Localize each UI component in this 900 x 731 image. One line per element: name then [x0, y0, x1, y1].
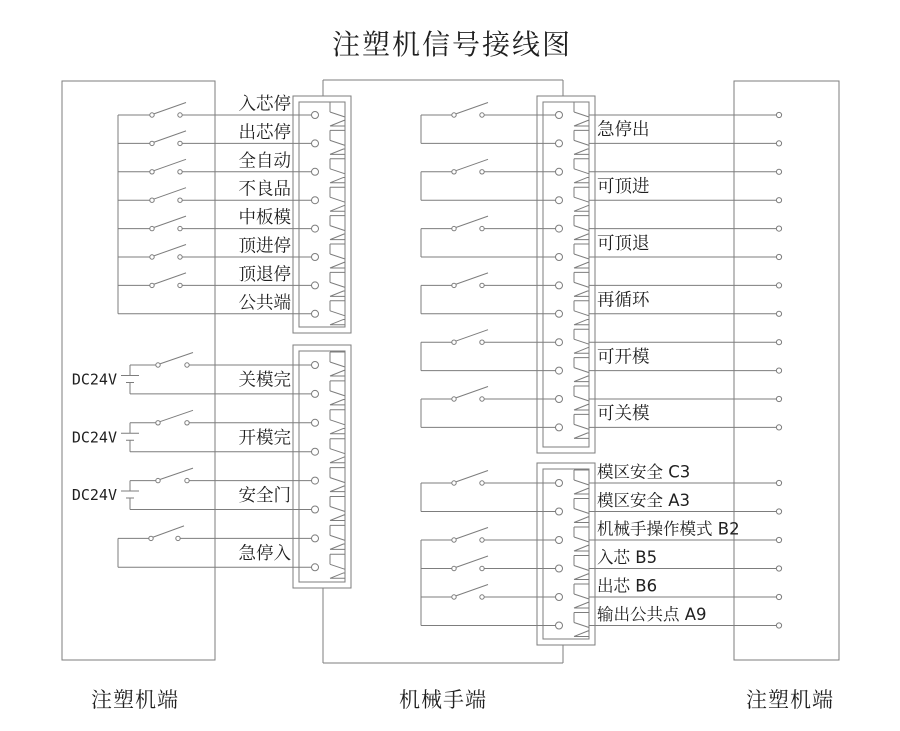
terminal-circle — [556, 310, 563, 317]
terminal-circle — [312, 140, 319, 147]
contact-circle — [776, 537, 781, 542]
wiring-geometry — [118, 80, 782, 663]
contact-circle — [776, 311, 781, 316]
contact-circle — [776, 425, 781, 430]
terminal-circle — [556, 168, 563, 175]
contact-circle — [480, 226, 484, 230]
contact-circle — [178, 198, 182, 202]
contact-circle — [178, 113, 182, 117]
contact-circle — [178, 283, 182, 287]
terminal-circle — [556, 424, 563, 431]
terminal-circle — [556, 282, 563, 289]
contact-circle — [480, 113, 484, 117]
contact-circle — [776, 198, 781, 203]
terminal-circle — [312, 362, 319, 369]
robot-output-label-2: 可顶退 — [597, 233, 650, 254]
robot-output-label-5: 可关模 — [597, 404, 650, 425]
page-title: 注塑机信号接线图 — [331, 28, 573, 61]
terminal-circle — [556, 396, 563, 403]
terminal-circle — [312, 564, 319, 571]
contact-circle — [452, 397, 456, 401]
latched-label-0: 关模完 — [238, 370, 291, 391]
contact-circle — [150, 170, 154, 174]
robot-io-label-1: 模区安全 A3 — [597, 491, 691, 510]
terminal-circle — [556, 508, 563, 515]
terminal-circle — [312, 112, 319, 119]
contact-circle — [776, 623, 781, 628]
contact-circle — [776, 141, 781, 146]
contact-circle — [776, 368, 781, 373]
contact-circle — [776, 480, 781, 485]
contact-circle — [776, 169, 781, 174]
terminal-circle — [556, 140, 563, 147]
terminal-circle — [556, 225, 563, 232]
contact-circle — [480, 538, 484, 542]
left-signal-label-3: 不良品 — [238, 179, 291, 200]
dc24v-label-2: DC24V — [71, 486, 117, 505]
contact-circle — [480, 283, 484, 287]
contact-circle — [480, 566, 484, 570]
contact-circle — [156, 421, 160, 425]
terminal-circle — [312, 390, 319, 397]
contact-circle — [150, 255, 154, 259]
contact-circle — [150, 283, 154, 287]
terminal-circle — [312, 197, 319, 204]
left-signal-label-7: 公共端 — [238, 293, 291, 314]
left-signal-label-2: 全自动 — [238, 151, 291, 172]
terminal-circle — [312, 419, 319, 426]
robot-output-label-4: 可开模 — [597, 347, 650, 368]
latched-label-1: 开模完 — [238, 428, 291, 449]
left-signal-label-1: 出芯停 — [238, 122, 291, 143]
robot-io-label-3: 入芯 B5 — [597, 548, 658, 567]
dc24v-label-1: DC24V — [71, 428, 117, 447]
contact-circle — [452, 113, 456, 117]
terminal-circle — [312, 477, 319, 484]
contact-circle — [452, 538, 456, 542]
latched-label-2: 安全门 — [238, 486, 291, 507]
robot-io-label-4: 出芯 B6 — [597, 576, 658, 596]
contact-circle — [178, 141, 182, 145]
terminal-circle — [312, 168, 319, 175]
contact-circle — [776, 112, 781, 117]
contact-circle — [452, 340, 456, 344]
robot-io-label-2: 机械手操作模式 B2 — [597, 519, 740, 539]
contact-circle — [150, 226, 154, 230]
left-signal-label-4: 中板模 — [238, 208, 291, 229]
contact-circle — [776, 226, 781, 231]
terminal-circle — [556, 565, 563, 572]
terminal-circle — [312, 535, 319, 542]
footer-robot-label: 机械手端 — [399, 688, 487, 712]
contact-circle — [776, 594, 781, 599]
terminal-circle — [312, 282, 319, 289]
terminal-circle — [312, 225, 319, 232]
robot-output-label-3: 再循环 — [597, 290, 650, 311]
terminal-circle — [556, 339, 563, 346]
contact-circle — [150, 113, 154, 117]
left-signal-label-6: 顶退停 — [238, 264, 291, 285]
contact-circle — [452, 226, 456, 230]
contact-circle — [776, 254, 781, 259]
contact-circle — [149, 536, 153, 540]
robot-io-label-5: 输出公共点 A9 — [597, 605, 707, 624]
terminal-circle — [556, 622, 563, 629]
contact-circle — [156, 363, 160, 367]
contact-circle — [185, 421, 189, 425]
contact-circle — [480, 481, 484, 485]
terminal-circle — [312, 506, 319, 513]
terminal-circle — [556, 367, 563, 374]
contact-circle — [776, 566, 781, 571]
terminal-circle — [556, 594, 563, 601]
terminal-circle — [556, 112, 563, 119]
contact-circle — [178, 170, 182, 174]
terminal-circle — [312, 254, 319, 261]
contact-circle — [452, 595, 456, 599]
left-signal-label-0: 入芯停 — [238, 94, 291, 115]
contact-circle — [176, 536, 180, 540]
contact-circle — [185, 478, 189, 482]
contact-circle — [178, 255, 182, 259]
contact-circle — [452, 283, 456, 287]
contact-circle — [776, 509, 781, 514]
contact-circle — [452, 170, 456, 174]
terminal-circle — [556, 197, 563, 204]
robot-io-label-0: 模区安全 C3 — [597, 462, 691, 482]
latched-label-3: 急停入 — [238, 543, 291, 564]
contact-circle — [452, 566, 456, 570]
terminal-circle — [556, 254, 563, 261]
contact-circle — [480, 397, 484, 401]
left-signal-label-5: 顶进停 — [238, 236, 291, 257]
footer-left-machine-label: 注塑机端 — [91, 688, 179, 712]
terminal-circle — [556, 537, 563, 544]
wire-path — [118, 80, 776, 663]
terminal-circle — [312, 310, 319, 317]
contact-circle — [480, 595, 484, 599]
contact-circle — [776, 283, 781, 288]
contact-circle — [480, 340, 484, 344]
footer-right-machine-label: 注塑机端 — [746, 688, 834, 712]
contact-circle — [185, 363, 189, 367]
robot-output-label-0: 急停出 — [597, 120, 650, 141]
contact-circle — [178, 226, 182, 230]
contact-circle — [156, 478, 160, 482]
terminal-circle — [312, 448, 319, 455]
contact-circle — [776, 340, 781, 345]
contact-circle — [480, 170, 484, 174]
terminal-circle — [556, 480, 563, 487]
contact-circle — [150, 198, 154, 202]
contact-circle — [776, 396, 781, 401]
dc24v-label-0: DC24V — [71, 370, 117, 389]
contact-circle — [150, 141, 154, 145]
contact-circle — [452, 481, 456, 485]
robot-output-label-1: 可顶进 — [597, 177, 650, 197]
